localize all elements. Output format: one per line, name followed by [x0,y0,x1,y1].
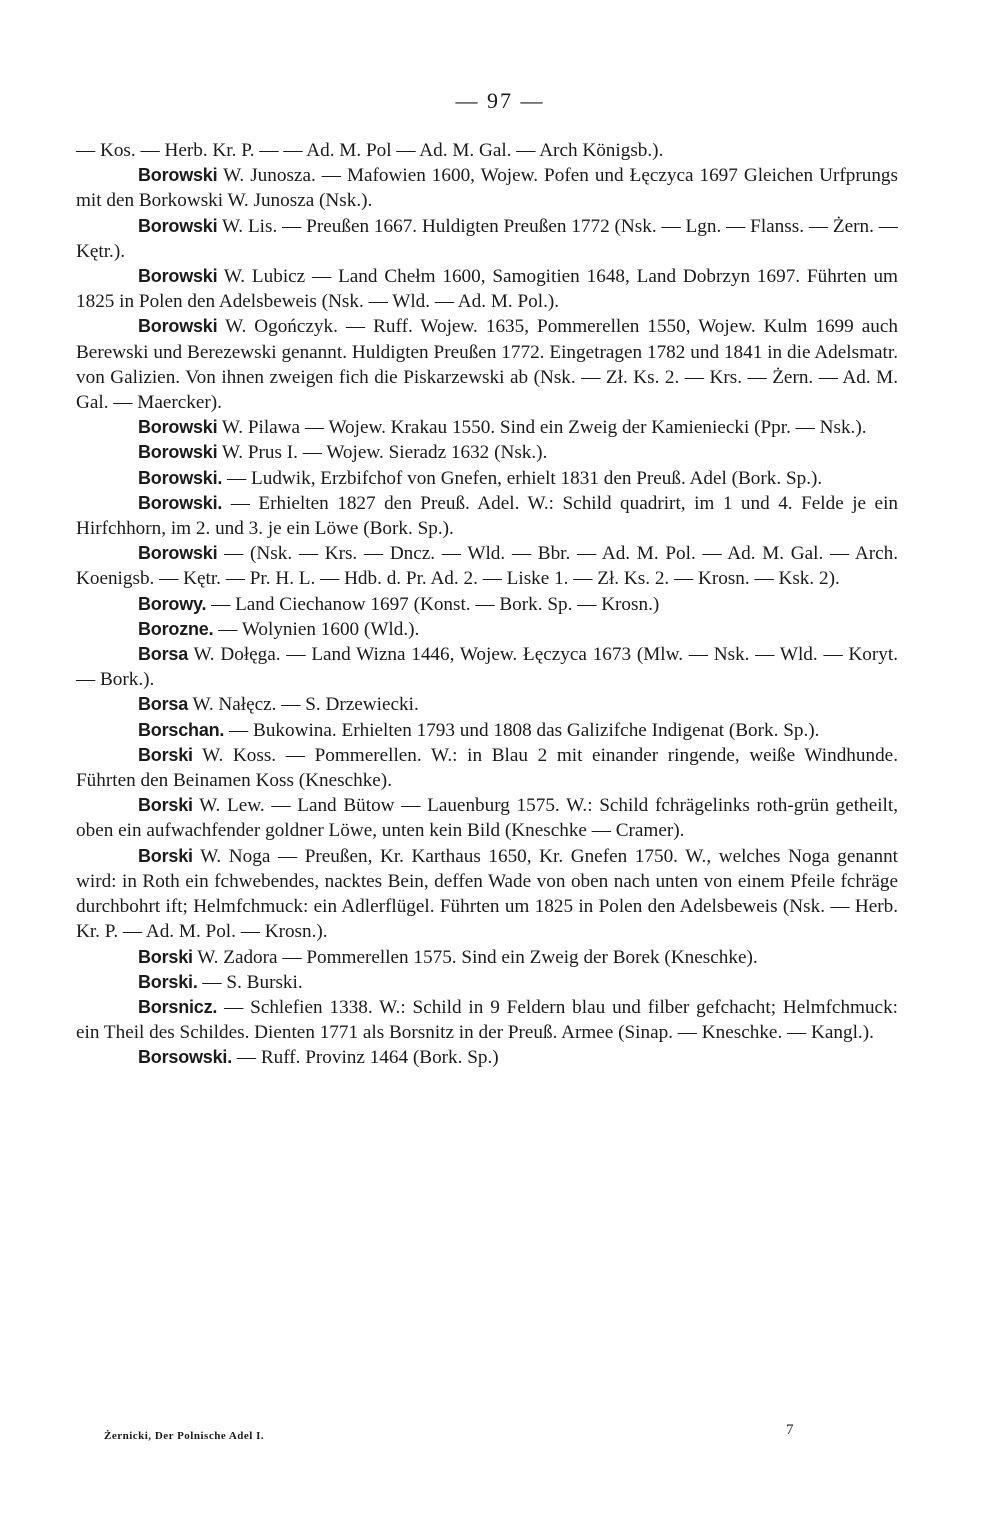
entry-text: — Ruff. Provinz 1464 (Bork. Sp.) [232,1047,499,1069]
entry-name: Borsa [138,644,189,665]
entry [76,541,898,591]
entry [76,718,898,743]
entry-text: W. Lis. — Preußen 1667. Huldigten Preußen 1772 (Nsk. — Lgn. — Flanss. — Żern. — Kętr.). [76,215,898,262]
entry [76,995,898,1045]
entry [76,440,898,465]
entry [76,844,898,945]
entry-text: — Erhielten 1827 den Preuß. Adel. W.: Schild quadrirt, im 1 und 4. Felde je ein Hirfchhorn, im 2. und 3. je ein Löwe (Bork. Sp.). [76,492,898,540]
continued-entry: — Kos. — Herb. Kr. P. — — Ad. M. Pol — Ad. M. Gal. — Arch Königsb.). [76,140,664,161]
entry-name: Borschan. [138,719,225,740]
entry-text: W. Lew. — Land Bütow — Lauenburg 1575. W.: Schild fchrägelinks roth-grün getheilt, oben ein aufwachfender goldner Löwe, unten kein Bild (Kneschke — Cramer). [76,795,898,842]
entry-name: Borowski [138,215,218,236]
footer-signature-line: Żernicki, Der Polnische Adel I. [104,1430,265,1442]
entry-text: — Wolynien 1600 (Wld.). [213,618,420,640]
entry-name: Borski [138,795,193,816]
entry-name: Borowski [138,417,218,438]
page-number: — 97 — [455,88,545,113]
entry-name: Borowski [138,165,218,186]
entry [76,214,898,264]
entry [76,264,898,314]
entry-text: W. Pilawa — Wojew. Krakau 1550. Sind ein Zweig der Kamieniecki (Ppr. — Nsk.). [217,417,867,439]
entry [76,945,898,970]
entry-text: W. Noga — Preußen, Kr. Karthaus 1650, Kr. Gnefen 1750. W., welches Noga genannt wird: in Roth ein fchwebendes, nacktes Bein, deffen Wade von oben nach unten von einem Pfeile fchräge durchbohrt ift; Helmfchmuck: ein Adlerflügel. Führten um 1825 in Polen den Adelsbeweis (Nsk. — Herb. Kr. P. — Ad. M. Pol. — Krosn.). [76,845,898,943]
entry-name: Borski [138,946,193,967]
entry-name: Borowski. [138,467,223,488]
entry [76,692,898,717]
entry-name: Borowski [138,442,218,463]
entry-name: Borowy. [138,593,207,614]
entry [76,617,898,642]
entry-text: — S. Burski. [197,971,303,993]
entry [76,415,898,440]
entry [76,592,898,617]
entry-text: W. Prus I. — Wojew. Sieradz 1632 (Nsk.). [217,442,548,464]
entry-name: Borsa [138,694,189,715]
entry-text: — Bukowina. Erhielten 1793 und 1808 das Galizifche Indigenat (Bork. Sp.). [224,719,820,741]
entry-name: Borsnicz. [138,996,218,1017]
sheet-signature-mark: 7 [786,1422,794,1438]
entry-name: Borowski. [138,492,223,513]
entry-name: Borski [138,744,193,765]
entry-name: Borowski [138,543,218,564]
entry-text: — (Nsk. — Krs. — Dncz. — Wld. — Bbr. — Ad. M. Pol. — Ad. M. Gal. — Arch. Koenigsb. — Kętr. — Pr. H. L. — Hdb. d. Pr. Ad. 2. — Liske 1. — Zł. Ks. 2. — Krosn. — Ksk. 2). [76,543,898,590]
entry-name: Borski. [138,971,198,992]
entry [76,642,898,692]
entry-text: W. Zadora — Pommerellen 1575. Sind ein Zweig der Borek (Kneschke). [192,946,758,968]
entry-name: Borsowski. [138,1047,233,1068]
entry-text: W. Nałęcz. — S. Drzewiecki. [188,694,419,716]
entry [76,1045,898,1070]
entry [76,491,898,541]
entry-text: — Schlefien 1338. W.: Schild in 9 Feldern blau und filber gefchacht; Helmfchmuck: ein Theil des Schildes. Dienten 1771 als Borsnitz in der Preuß. Armee (Sinap. — Kneschke. — Kangl.). [76,996,898,1044]
entry-text: W. Dołęga. — Land Wizna 1446, Wojew. Łęczyca 1673 (Mlw. — Nsk. — Wld. — Koryt. — Bork.). [76,644,898,691]
entry [76,743,898,793]
entry-name: Borski [138,845,193,866]
entry [76,466,898,491]
entry-text: — Land Ciechanow 1697 (Konst. — Bork. Sp. — Krosn.) [206,593,660,615]
entry-text: W. Koss. — Pommerellen. W.: in Blau 2 mit einander ringende, weiße Windhunde. Führten den Beinamen Koss (Kneschke). [76,744,898,792]
entry [76,163,898,213]
entry [76,970,898,995]
entry-text: W. Ogończyk. — Ruff. Wojew. 1635, Pommerellen 1550, Wojew. Kulm 1699 auch Berewski und Berezewski genannt. Huldigten Preußen 1772. Eingetragen 1782 und 1841 in die Adelsmatr. von Galizien. Von ihnen zweigen fich die Piskarzewski ab (Nsk. — Zł. Ks. 2. — Krs. — Żern. — Ad. M. Gal. — Maercker). [76,316,898,414]
entry [76,793,898,843]
entry-name: Borowski [138,266,218,287]
entry-name: Borowski [138,316,218,337]
entry-text: W. Lubicz — Land Chełm 1600, Samogitien 1648, Land Dobrzyn 1697. Führten um 1825 in Polen den Adelsbeweis (Nsk. — Wld. — Ad. M. Pol.). [76,266,898,313]
entry-list [76,138,898,1071]
entry [76,314,898,415]
entry-text: W. Junosza. — Mafowien 1600, Wojew. Pofen und Łęczyca 1697 Gleichen Urfprungs mit den Borkowski W. Junosza (Nsk.). [76,165,898,212]
entry-text: — Ludwik, Erzbifchof von Gnefen, erhielt 1831 den Preuß. Adel (Bork. Sp.). [222,467,823,489]
entry-name: Borozne. [138,618,214,639]
